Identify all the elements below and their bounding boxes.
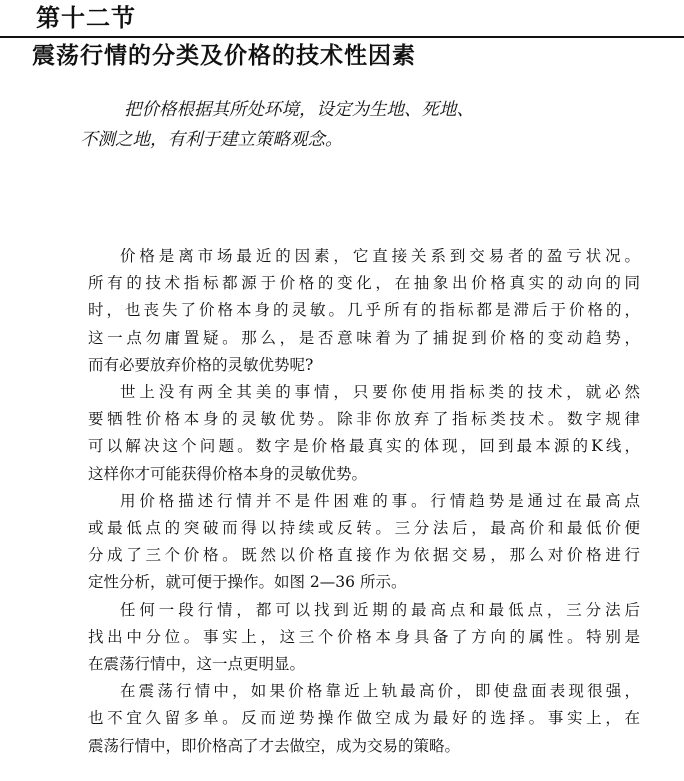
epigraph-line: 把价格根据其所处环境，设定为生地、死地、 [124,100,474,120]
text-line: 世上没有两全其美的事情，只要你使用指标类的技术，就必然 [120,383,640,402]
text-line: 所有的技术指标都源于价格的变化，在抽象出价格真实的动向的同 [88,274,640,293]
text-line: 而有必要放弃价格的灵敏优势呢? [88,355,314,374]
paragraph [88,379,640,488]
text-line: 任何一段行情，都可以找到近期的最高点和最低点，三分法后 [120,600,640,619]
text-line: 可以解决这个问题。数字是价格最真实的体现，回到最本源的K线， [88,437,640,456]
chapter-title: 震荡行情的分类及价格的技术性因素 [32,42,416,69]
text-line: 要牺牲价格本身的灵敏优势。除非你放弃了指标类技术。数字规律 [88,410,640,429]
text-line: 或最低点的突破而得以持续或反转。三分法后，最高价和最低价便 [88,519,640,538]
text-line: 震荡行情中，即价格高了才去做空，成为交易的策略。 [88,736,461,755]
text-line: 用价格描述行情并不是件困难的事。行情趋势是通过在最高点 [120,491,640,510]
epigraph-line: 不测之地，有利于建立策略观念。 [80,130,343,150]
text-line: 在震荡行情中，如果价格靠近上轨最高价，即使盘面表现很强， [120,682,640,701]
text-line: 时，也丧失了价格本身的灵敏。几乎所有的指标都是滞后于价格的， [88,301,640,320]
text-line: 找出中分位。事实上，这三个价格本身具备了方向的属性。特别是 [88,627,640,646]
epigraph [36,95,656,155]
text-line: 分成了三个价格。既然以价格直接作为依据交易，那么对价格进行 [88,546,640,565]
header-rule [0,36,684,38]
paragraph [88,597,640,679]
text-line: 定性分析，就可便于操作。如图 2—36 所示。 [88,573,407,592]
text-line: 价格是离市场最近的因素，它直接关系到交易者的盈亏状况。 [120,247,640,265]
section-title: 第十二节 [36,3,136,32]
body-text [88,243,640,760]
paragraph [88,488,640,597]
text-line: 这一点勿庸置疑。那么，是否意味着为了捕捉到价格的变动趋势， [88,328,640,347]
text-line: 也不宜久留多单。反而逆势操作做空成为最好的选择。事实上，在 [88,709,640,728]
text-line: 在震荡行情中，这一点更明显。 [88,655,306,674]
paragraph [88,243,640,379]
text-line: 这样你才可能获得价格本身的灵敏优势。 [88,464,368,483]
paragraph [88,678,640,760]
